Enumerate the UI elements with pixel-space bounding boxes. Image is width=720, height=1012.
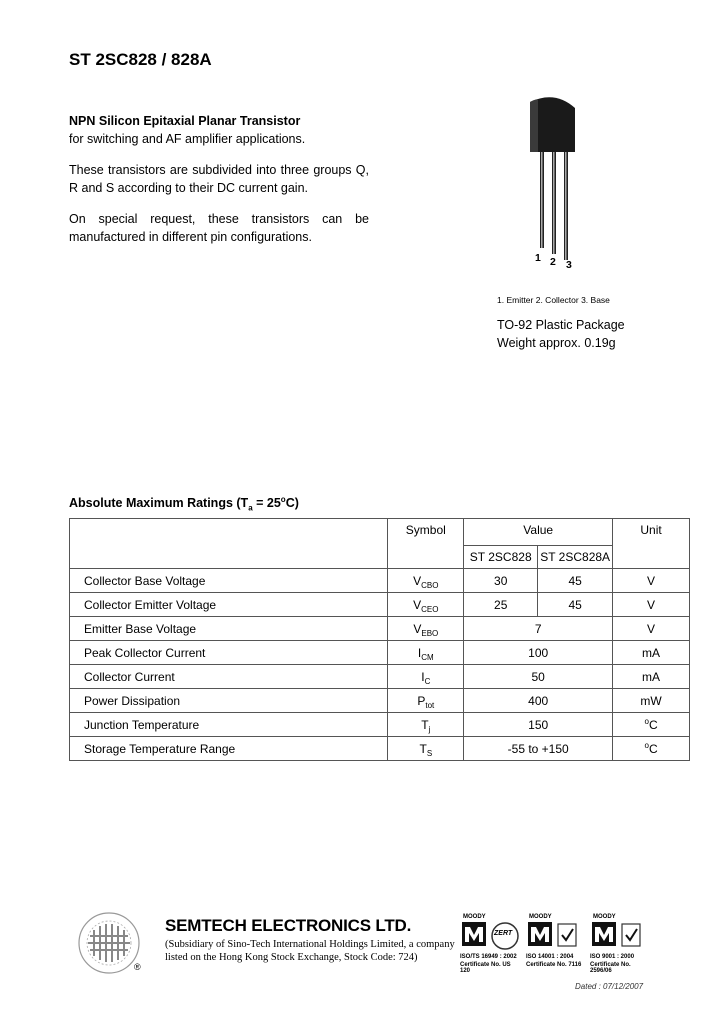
ratings-title-mid: = 25 <box>252 496 281 511</box>
cert-number-3: Certificate No. 2596/06 <box>590 962 631 974</box>
header-symbol: Symbol <box>388 519 464 569</box>
row-symbol <box>388 665 464 689</box>
registered-mark: ® <box>134 962 141 972</box>
row-value: 100 <box>464 641 613 665</box>
row-parameter: Peak Collector Current <box>70 641 388 665</box>
symbol-main: V <box>413 597 422 612</box>
symbol-subscript: CBO <box>421 580 439 590</box>
row-symbol <box>388 593 464 617</box>
header-col-a: ST 2SC828 <box>464 546 538 569</box>
cert-iso14001 <box>526 914 588 972</box>
row-parameter: Collector Base Voltage <box>70 569 388 593</box>
unit-text: C <box>648 742 658 756</box>
to92-package-drawing <box>500 90 600 270</box>
table-row <box>70 713 690 737</box>
transistor-icon <box>500 90 600 270</box>
intro-section <box>69 112 369 259</box>
cert-label-2: ISO 14001 : 2004 <box>526 954 574 960</box>
row-value: 150 <box>464 713 613 737</box>
subsidiary-line: (Subsidiary of Sino-Tech International Holdings Limited, a company <box>165 939 455 950</box>
row-unit <box>613 713 690 737</box>
pin-1-label: 1 <box>535 252 541 264</box>
symbol-main: T <box>421 717 429 732</box>
row-unit: V <box>613 569 690 593</box>
package-info <box>497 316 625 352</box>
symbol-main: I <box>421 669 425 684</box>
table-row <box>70 737 690 761</box>
certification-logos <box>460 914 680 974</box>
cert-top-3: MOODY <box>593 914 616 920</box>
symbol-main: I <box>417 645 422 660</box>
listing-line: listed on the Hong Kong Stock Exchange, Stock Code: 724) <box>165 952 418 963</box>
table-row <box>70 641 690 665</box>
document-title: ST 2SC828 / 828A <box>69 50 212 69</box>
row-symbol <box>388 569 464 593</box>
cert-label-1: ISO/TS 16949 : 2002 <box>460 954 517 960</box>
ratings-title-text: Absolute Maximum Ratings (T <box>69 496 249 511</box>
cert-number-2: Certificate No. 7116 <box>526 962 582 968</box>
row-symbol <box>388 641 464 665</box>
ratings-title <box>69 495 299 513</box>
company-subsidiary-note <box>165 938 455 964</box>
pin-description: 1. Emitter 2. Collector 3. Base <box>497 295 610 305</box>
dated-stamp: Dated : 07/12/2007 <box>575 982 644 991</box>
header-col-b: ST 2SC828A <box>538 546 613 569</box>
row-value: -55 to +150 <box>464 737 613 761</box>
symbol-subscript: EBO <box>421 628 439 638</box>
symbol-subscript: tot <box>425 700 435 710</box>
unit-text: C <box>648 718 658 732</box>
row-parameter: Emitter Base Voltage <box>70 617 388 641</box>
row-value-a: 30 <box>464 569 538 593</box>
pin-3-label: 3 <box>566 259 572 271</box>
groups-paragraph: These transistors are subdivided into three groups Q, R and S according to their DC current gain. <box>69 163 369 195</box>
row-unit: mA <box>613 641 690 665</box>
cert-iso9001 <box>590 914 652 972</box>
product-subheading: for switching and AF amplifier applications. <box>69 132 306 146</box>
header-unit: Unit <box>613 519 690 569</box>
row-unit: V <box>613 593 690 617</box>
row-parameter: Power Dissipation <box>70 689 388 713</box>
row-parameter: Storage Temperature Range <box>70 737 388 761</box>
ratings-table <box>69 518 690 761</box>
cert-ts16949 <box>460 914 522 972</box>
table-row <box>70 665 690 689</box>
unit-degree: o <box>644 717 649 726</box>
table-row <box>70 593 690 617</box>
symbol-main: V <box>413 573 422 588</box>
symbol-subscript: C <box>424 676 431 686</box>
row-unit: mA <box>613 665 690 689</box>
package-weight: Weight approx. 0.19g <box>497 336 616 350</box>
unit-degree: o <box>644 741 649 750</box>
table-header-row <box>70 519 690 546</box>
row-unit: V <box>613 617 690 641</box>
row-unit <box>613 737 690 761</box>
package-type: TO-92 Plastic Package <box>497 318 625 332</box>
cert-top-1: MOODY <box>463 914 486 920</box>
header-parameter <box>70 519 388 569</box>
moody-m-icon <box>462 922 522 952</box>
cert-label-3: ISO 9001 : 2000 <box>590 954 635 960</box>
symbol-main: V <box>413 621 422 636</box>
row-symbol <box>388 689 464 713</box>
symbol-main: T <box>419 741 427 756</box>
zert-logo-text: ZERT <box>494 930 513 937</box>
row-symbol <box>388 617 464 641</box>
row-parameter: Collector Emitter Voltage <box>70 593 388 617</box>
row-unit: mW <box>613 689 690 713</box>
row-symbol <box>388 713 464 737</box>
row-value-a: 25 <box>464 593 538 617</box>
ratings-title-sup: o <box>280 495 286 504</box>
table-row <box>70 689 690 713</box>
row-parameter: Junction Temperature <box>70 713 388 737</box>
row-value: 50 <box>464 665 613 689</box>
symbol-subscript: CM <box>421 652 434 662</box>
row-parameter: Collector Current <box>70 665 388 689</box>
pin-2-label: 2 <box>550 256 556 268</box>
row-symbol <box>388 737 464 761</box>
symbol-main: P <box>417 693 426 708</box>
symbol-subscript: S <box>426 748 433 758</box>
ratings-title-sub: a <box>248 503 253 513</box>
row-value-b: 45 <box>538 569 613 593</box>
symbol-subscript: CEO <box>421 604 439 614</box>
table-row <box>70 569 690 593</box>
moody-m-check-icon <box>592 922 652 952</box>
row-value-b: 45 <box>538 593 613 617</box>
product-heading: NPN Silicon Epitaxial Planar Transistor <box>69 114 301 128</box>
pin-config-paragraph: On special request, these transistors can be manufactured in different pin configurations. <box>69 212 369 244</box>
company-name: SEMTECH ELECTRONICS LTD. <box>165 916 412 935</box>
table-row <box>70 617 690 641</box>
row-value: 400 <box>464 689 613 713</box>
cert-top-2: MOODY <box>529 914 552 920</box>
row-value: 7 <box>464 617 613 641</box>
ratings-title-end: C) <box>285 496 299 511</box>
symbol-subscript: j <box>428 724 431 734</box>
moody-m-check-icon <box>528 922 588 952</box>
cert-number-1: Certificate No. US 120 <box>460 962 511 974</box>
semtech-logo <box>76 910 146 985</box>
header-value: Value <box>464 519 613 546</box>
